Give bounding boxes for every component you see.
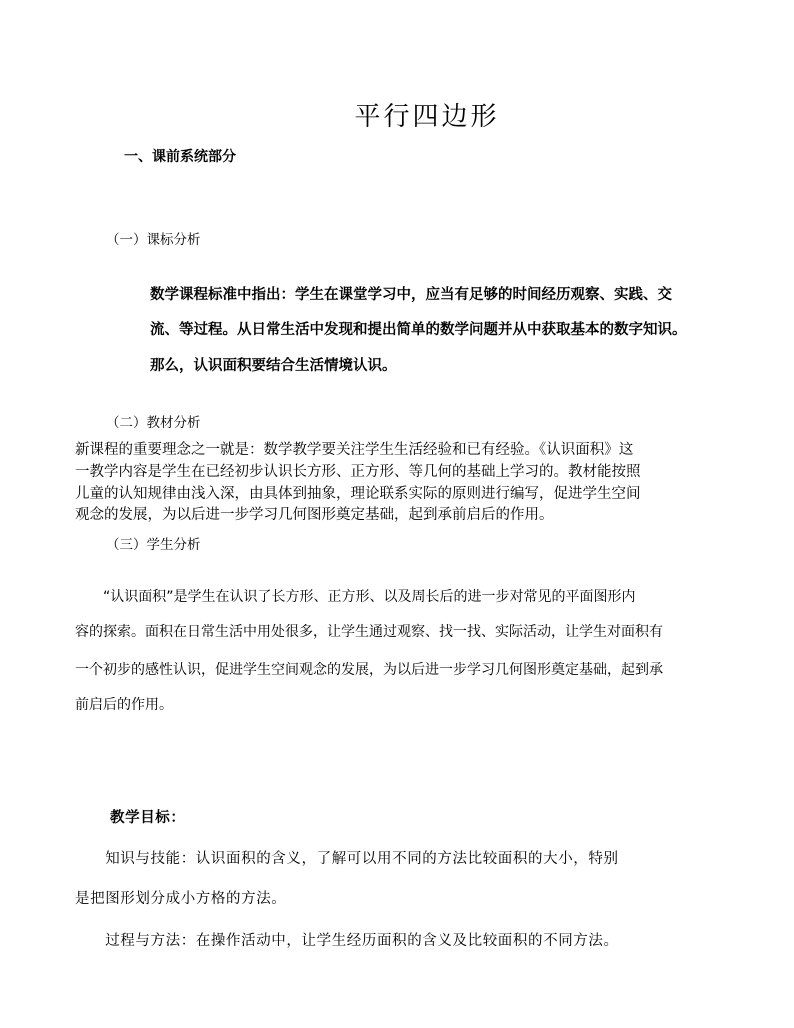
textbook-line-4: 观念的发展，为以后进一步学习几何图形奠定基础，起到承前启后的作用。 (75, 507, 554, 523)
curriculum-line-2: 流、等过程。从日常生活中发现和提出简单的数学问题并从中获取基本的数字知识。 (150, 322, 687, 338)
textbook-line-3: 儿童的认知规律由浅入深，由具体到抽象，理论联系实际的原则进行编写，促进学生空间 (75, 486, 641, 502)
textbook-line-1: 新课程的重要理念之一就是：数学教学要关注学生生活经验和已有经验。《认识面积》这 (75, 442, 634, 458)
subsection-textbook-analysis: （二）教材分析 (106, 415, 201, 431)
student-line-1: “认识面积”是学生在认识了长方形、正方形、以及周长后的进一步对常见的平面图形内 (75, 589, 636, 605)
subsection-student-analysis: （三）学生分析 (106, 537, 201, 553)
goal-line-3: 过程与方法：在操作活动中，让学生经历面积的含义及比较面积的不同方法。 (75, 933, 619, 949)
goal-line-2: 是把图形划分成小方格的方法。 (75, 891, 287, 907)
subsection-curriculum-analysis: （一）课标分析 (106, 232, 201, 248)
student-line-2: 容的探索。面积在日常生活中用处很多，让学生通过观察、找一找、实际活动，让学生对面积有 (75, 624, 663, 640)
textbook-line-2: 一教学内容是学生在已经初步认识长方形、正方形、等几何的基础上学习的。教材能按照 (75, 464, 641, 480)
student-line-4: 前启后的作用。 (75, 697, 173, 713)
section-heading-pre-class: 一、课前系统部分 (124, 149, 236, 165)
goal-line-1: 知识与技能：认识面积的含义，了解可以用不同的方法比较面积的大小，特别 (75, 851, 619, 867)
student-line-3: 一个初步的感性认识，促进学生空间观念的发展，为以后进一步学习几何图形奠定基础，起到承 (75, 662, 663, 678)
curriculum-line-3: 那么，认识面积要结合生活情境认识。 (150, 358, 397, 374)
page-title: 平行四边形 (354, 102, 500, 132)
teaching-goals-heading: 教学目标： (110, 809, 186, 826)
curriculum-line-1: 数学课程标准中指出：学生在课堂学习中，应当有足够的时间经历观察、实践、交 (150, 287, 672, 303)
